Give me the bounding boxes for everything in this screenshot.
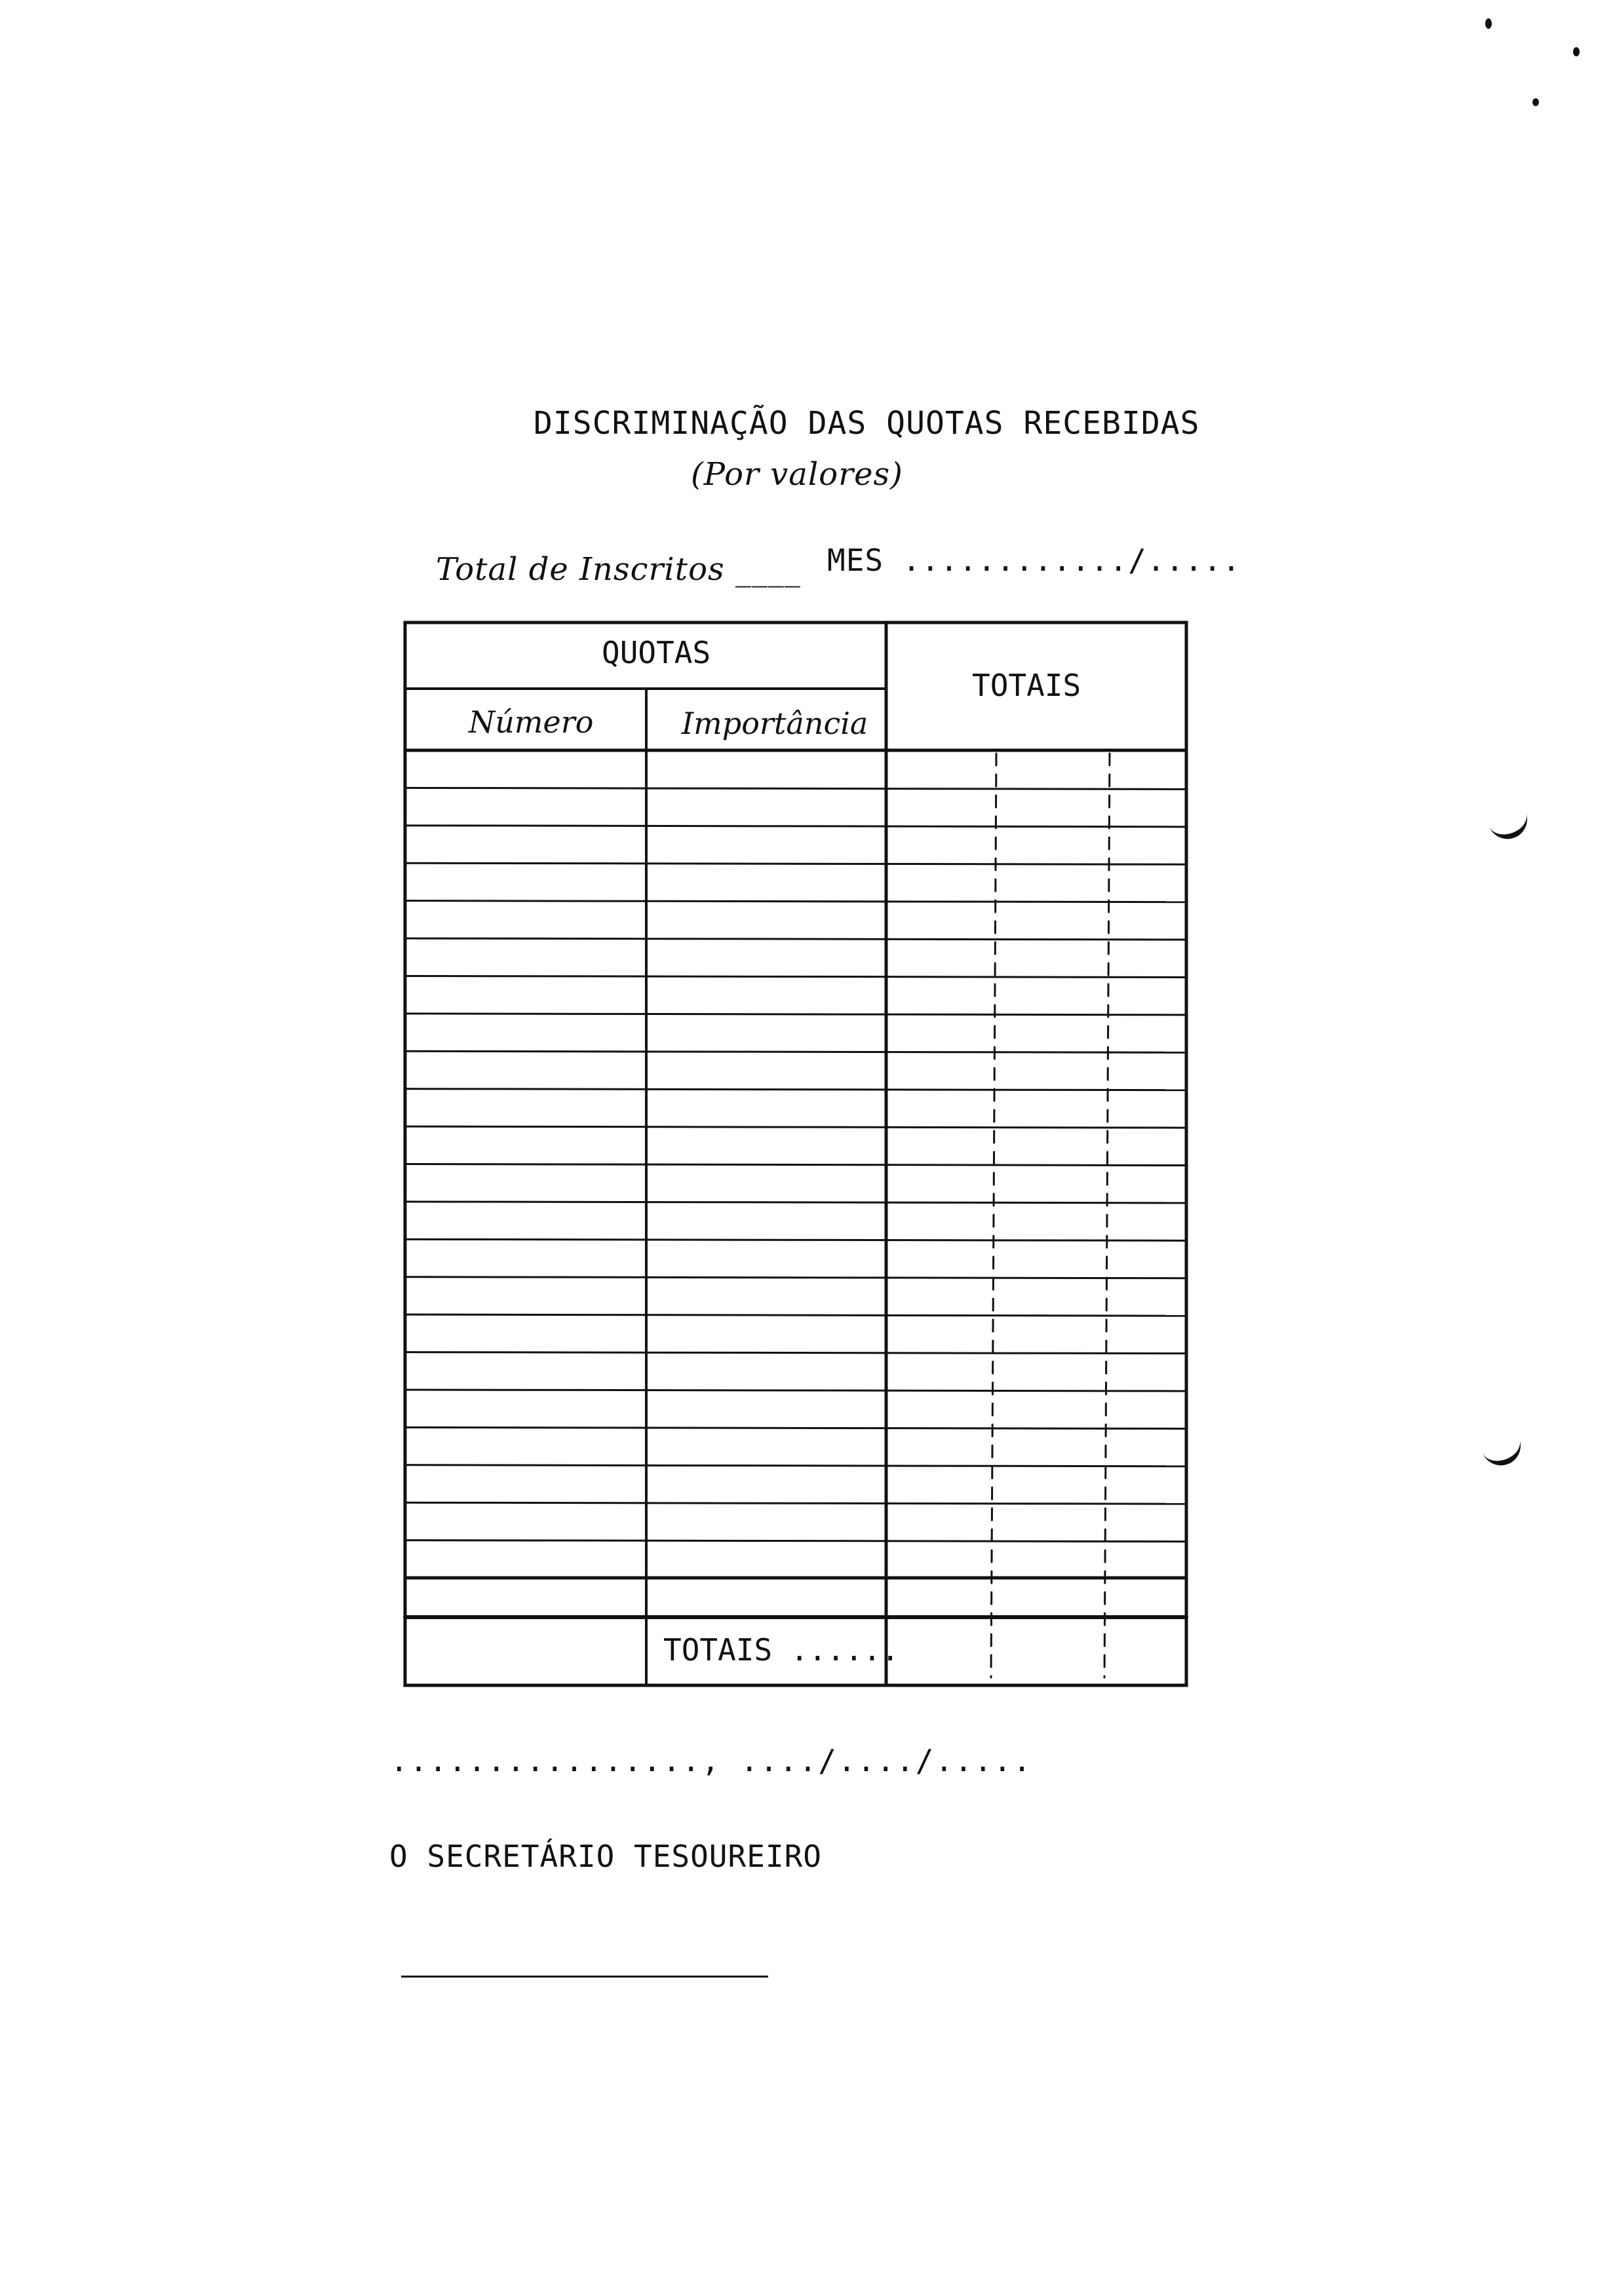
scan-speck: [1485, 18, 1492, 29]
signature-line: [401, 1976, 768, 1978]
table-row-line: [405, 901, 1186, 902]
header-quotas: QUOTAS: [602, 635, 711, 670]
table-row-line: [405, 1014, 1186, 1015]
table-frame: [405, 622, 1186, 1685]
form-subtitle: (Por valores): [691, 456, 903, 493]
table-row-line: [405, 1126, 1186, 1128]
table-row-line: [405, 1239, 1186, 1240]
table-row-line: [405, 1465, 1186, 1466]
footer-totais-label: TOTAIS ......: [663, 1632, 900, 1668]
month-field-label: MES ............/.....: [827, 543, 1241, 578]
table-row-line: [405, 1089, 1186, 1090]
inscritos-field-label: Total de Inscritos ____: [436, 551, 801, 588]
table-row-line: [405, 1540, 1186, 1542]
table-row-line: [405, 788, 1186, 789]
header-totais: TOTAIS: [972, 668, 1081, 703]
table-row-line: [405, 1352, 1186, 1354]
table-row-line: [405, 1314, 1186, 1316]
table-row-line: [405, 826, 1186, 827]
form-title: DISCRIMINAÇÃO DAS QUOTAS RECEBIDAS: [534, 405, 1200, 442]
header-numero: Número: [469, 704, 594, 740]
table-row-line: [405, 1427, 1186, 1428]
table-row-line: [405, 863, 1186, 864]
table-row-line: [405, 1202, 1186, 1203]
table-row-line: [405, 1502, 1186, 1504]
table-row-lines: [405, 788, 1186, 1541]
signatory-title: O SECRETÁRIO TESOUREIRO: [389, 1839, 822, 1874]
place-date-line: ................, ..../..../.....: [390, 1743, 1032, 1778]
header-importancia: Importância: [682, 706, 868, 741]
scan-speck: [1532, 98, 1539, 106]
table-row-line: [405, 1051, 1186, 1052]
table-row-line: [405, 1277, 1186, 1278]
table-row-line: [405, 1164, 1186, 1166]
table-row-line: [405, 938, 1186, 940]
scan-speck: [1573, 47, 1580, 56]
table-row-line: [405, 976, 1186, 977]
table-row-line: [405, 1390, 1186, 1391]
